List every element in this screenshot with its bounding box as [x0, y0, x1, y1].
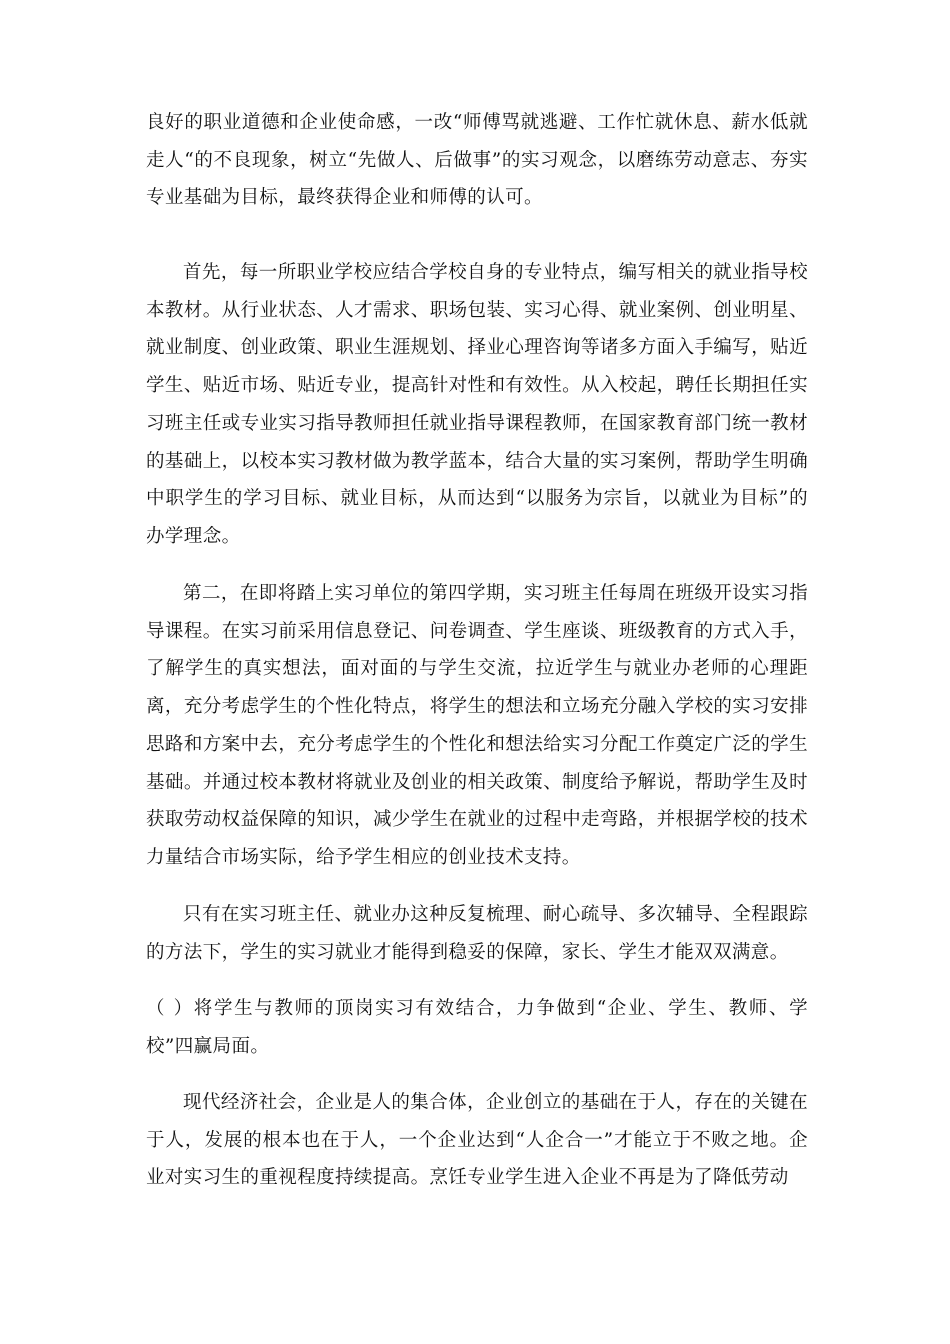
paragraph-section-heading-four-win: （ ）将学生与教师的顶岗实习有效结合，力争做到“企业、学生、教师、学校”四赢局面。 — [146, 998, 808, 1057]
paragraph-first-school-textbook: 首先，每一所职业学校应结合学校自身的专业特点，编写相关的就业指导校本教材。从行业状态、人才需求、职场包装、实习心得、就业案例、创业明星、就业制度、创业政策、职业生涯规划、择业心理咨询等诸多方面入手编写，贴近学生、贴近市场、贴近专业，提高针对性和有效性。从入校起，聘任长期担任实习班主任或专业实习指导教师担任就业指导课程教师，在国家教育部门统一教材的基础上，以校本实习教材做为教学蓝本，结合大量的实习案例，帮助学生明确中职学生的学习目标、就业目标，从而达到“以服务为宗旨，以就业为目标”的办学理念。 — [146, 262, 808, 547]
paragraph-only-with-guidance: 只有在实习班主任、就业办这种反复梳理、耐心疏导、多次辅导、全程跟踪的方法下，学生的实习就业才能得到稳妥的保障，家长、学生才能双双满意。 — [146, 904, 808, 963]
paragraph-second-internship-guidance: 第二，在即将踏上实习单位的第四学期，实习班主任每周在班级开设实习指导课程。在实习前采用信息登记、问卷调查、学生座谈、班级教育的方式入手，了解学生的真实想法，面对面的与学生交流，拉近学生与就业办老师的心理距离，充分考虑学生的个性化特点，将学生的想法和立场充分融入学校的实习安排思路和方案中去，充分考虑学生的个性化和想法给实习分配工作奠定广泛的学生基础。并通过校本教材将就业及创业的相关政策、制度给予解说，帮助学生及时获取劳动权益保障的知识，减少学生在就业的过程中走弯路，并根据学校的技术力量结合市场实际，给予学生相应的创业技术支持。 — [146, 583, 808, 868]
paragraph-modern-economy: 现代经济社会，企业是人的集合体，企业创立的基础在于人，存在的关键在于人，发展的根本也在于人，一个企业达到“人企合一”才能立于不败之地。企业对实习生的重视程度持续提高。烹饪专业学生进入企业不再是为了降低劳动 — [146, 1092, 808, 1189]
paragraph-continuation-professional-ethics: 良好的职业道德和企业使命感，一改“师傅骂就逃避、工作忙就休息、薪水低就走人“的不良现象，树立“先做人、后做事”的实习观念，以磨练劳动意志、夯实专业基础为目标，最终获得企业和师傅的认可。 — [146, 112, 808, 209]
